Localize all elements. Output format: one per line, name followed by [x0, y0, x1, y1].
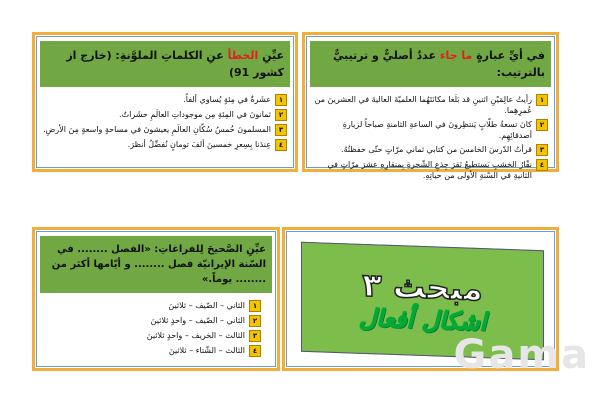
option-4[interactable] [43, 345, 261, 357]
option-4[interactable] [313, 159, 548, 181]
option-2[interactable] [43, 315, 261, 327]
card-inner [36, 231, 276, 367]
option-3[interactable] [43, 330, 261, 342]
option-text: ثمانونَ في المِئةِ مِن موجوداتِ العالَمِ حشَراتٌ. [119, 110, 271, 119]
option-number: ١ [275, 94, 287, 106]
title-text: عنِ الكلماتِ الملوَّنةِ: (خارج از كشور 91) [66, 49, 284, 79]
option-2[interactable] [43, 109, 287, 121]
option-text: المسلمونَ خُمسُ سُكّانِ العالَمِ يعيشونَ في مساحةٍ واسعةٍ مِنَ الأرضِ. [43, 125, 271, 134]
option-number: ٢ [536, 119, 548, 131]
option-4[interactable] [43, 139, 287, 151]
option-2[interactable] [313, 119, 548, 141]
option-1[interactable] [313, 94, 548, 116]
question-title [310, 41, 551, 87]
options-list [37, 87, 293, 158]
section-title: اشكال أفعال [358, 303, 487, 337]
option-3[interactable] [43, 124, 287, 136]
option-number: ١ [249, 300, 261, 312]
option-number: ٢ [275, 109, 287, 121]
question-card-blanks [32, 227, 280, 371]
card-inner [306, 36, 555, 180]
option-text: الثالث – الشّتاء – ثلاثينَ [168, 346, 245, 355]
option-text: عِندَنا بِسِعرِ خمسينَ ألفَ تومانٍ نُفضِّلُ أنظرَ. [127, 140, 271, 149]
section-number: مبحث ٣ [362, 265, 483, 309]
option-number: ٢ [249, 315, 261, 327]
option-text: نقّارُ الخشبِ يَستطيعُ نَقرَ جِذعِ الشّجرةِ بِمنقارِهِ عشرَ مرّاتٍ في الثانيةِ في السّنةِ الأولى من حياتِهِ. [327, 160, 532, 180]
card-inner [36, 36, 294, 168]
question-card-error [32, 32, 298, 172]
watermark-logo: Gama [453, 332, 590, 378]
option-1[interactable] [43, 94, 287, 106]
option-text: عشَرةٌ في مِئةٍ يُساوي ألفاً. [183, 95, 271, 104]
question-title: عيِّنِ الصَّحيحَ لِلفراغاتِ: «الفصل ........ في السّنة الإيرانيّة فصل ........ و أيّامها أكثر من ........ يوماً.» [40, 236, 272, 293]
options-list [307, 87, 554, 188]
question-title [40, 41, 290, 87]
option-number: ٤ [275, 139, 287, 151]
options-list [37, 293, 275, 364]
option-text: قرأتُ الدّرسَ الخامسَ من كتابي ثماني مرّاتٍ حتّى حفظتُهُ. [341, 145, 532, 154]
option-text: الثاني – الصّيف – واحدٍ ثلاثينَ [150, 316, 245, 325]
option-3[interactable] [313, 144, 548, 156]
option-number: ٤ [249, 345, 261, 357]
option-text: رأيتُ عالِمَيْنِ اثنينِ قد بَلَغا مكانَتَهُما العلميّةَ العاليةَ في العشرينَ من عُمرِهِما. [314, 95, 532, 115]
option-text: الثالث – الخريف – واحدٍ ثلاثينَ [146, 331, 245, 340]
title-text: عددٌ أصليٌّ و ترتيبيٌّ بالترتيب: [332, 49, 545, 79]
option-text: كانَ تسعةُ طلّابٍ يَنتظِرونَ في الساعةِ الثامنةِ صباحاً لزيارةِ أصدقائِهِم. [342, 120, 532, 140]
title-text: عيِّنِ [262, 49, 284, 62]
option-1[interactable] [43, 300, 261, 312]
option-number: ٣ [275, 124, 287, 136]
title-highlight: ما جاء [439, 49, 473, 62]
option-number: ٣ [536, 144, 548, 156]
title-highlight: الخطأ [227, 49, 259, 62]
title-text: في أيِّ عبارةٍ [476, 49, 545, 62]
question-card-ordinal [302, 32, 559, 180]
option-number: ٣ [249, 330, 261, 342]
option-text: الثاني – الصّيف – ثلاثينَ [168, 301, 245, 310]
option-number: ٤ [536, 159, 548, 171]
option-number: ١ [536, 94, 548, 106]
